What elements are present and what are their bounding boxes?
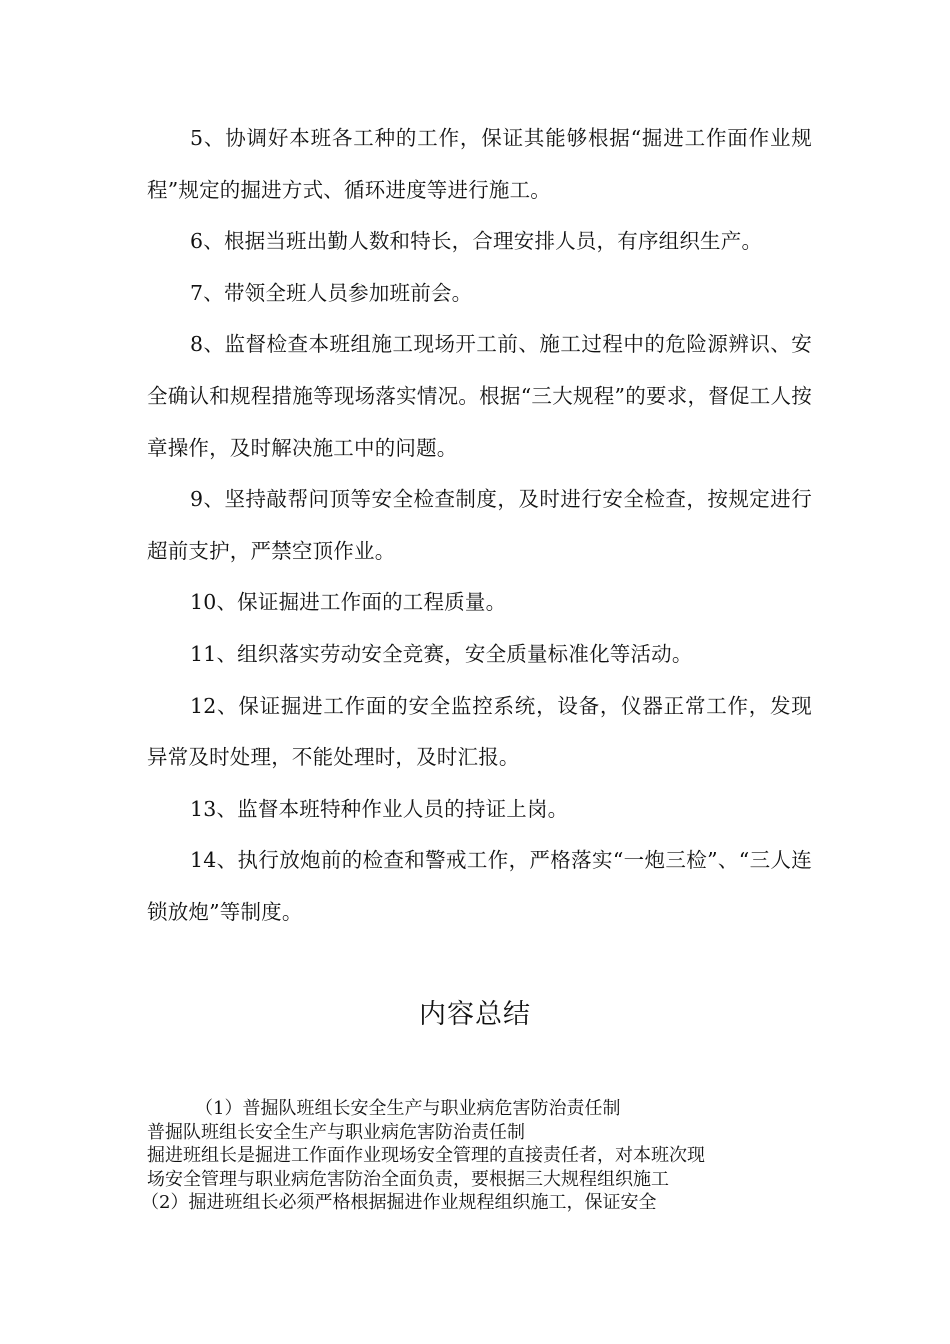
summary-block (141, 1097, 817, 1215)
duty-item-14: 14、执行放炮前的检查和警戒工作，严格落实“一炮三检”、“三人连锁放炮”等制度。 (147, 848, 812, 924)
duties-list (147, 113, 812, 939)
summary-line-3: 掘进班组长是掘进工作面作业现场安全管理的直接责任者，对本班次现 (147, 1145, 705, 1166)
duty-item-12: 12、保证掘进工作面的安全监控系统，设备，仪器正常工作，发现异常及时处理，不能处理时，及时汇报。 (147, 693, 812, 770)
summary-heading: 内容总结 (419, 999, 531, 1030)
summary-line-5: （2）掘进班组长必须严格根据掘进作业规程组织施工，保证安全 (141, 1192, 657, 1213)
duty-item-10: 10、保证掘进工作面的工程质量。 (190, 590, 507, 615)
summary-line-2: 普掘队班组长安全生产与职业病危害防治责任制 (147, 1121, 525, 1143)
duty-item-9: 9、坚持敲帮问顶等安全检查制度，及时进行安全检查，按规定进行超前支护，严禁空顶作业。 (147, 487, 812, 563)
summary-line-1: （1）普掘队班组长安全生产与职业病危害防治责任制 (195, 1098, 621, 1119)
duty-item-11: 11、组织落实劳动安全竞赛，安全质量标准化等活动。 (190, 641, 693, 666)
summary-line-4: 场安全管理与职业病危害防治全面负责，要根据三大规程组织施工 (147, 1168, 669, 1190)
duty-item-5: 5、协调好本班各工种的工作，保证其能够根据“掘进工作面作业规程”规定的掘进方式、循环进度等进行施工。 (147, 126, 812, 202)
duty-item-8: 8、监督检查本班组施工现场开工前、施工过程中的危险源辨识、安全确认和规程措施等现场落实情况。根据“三大规程”的要求，督促工人按章操作，及时解决施工中的问题。 (147, 332, 812, 460)
duty-item-13: 13、监督本班特种作业人员的持证上岗。 (190, 796, 569, 821)
duty-item-6: 6、根据当班出勤人数和特长，合理安排人员，有序组织生产。 (190, 229, 763, 254)
duty-item-7: 7、带领全班人员参加班前会。 (190, 280, 473, 305)
